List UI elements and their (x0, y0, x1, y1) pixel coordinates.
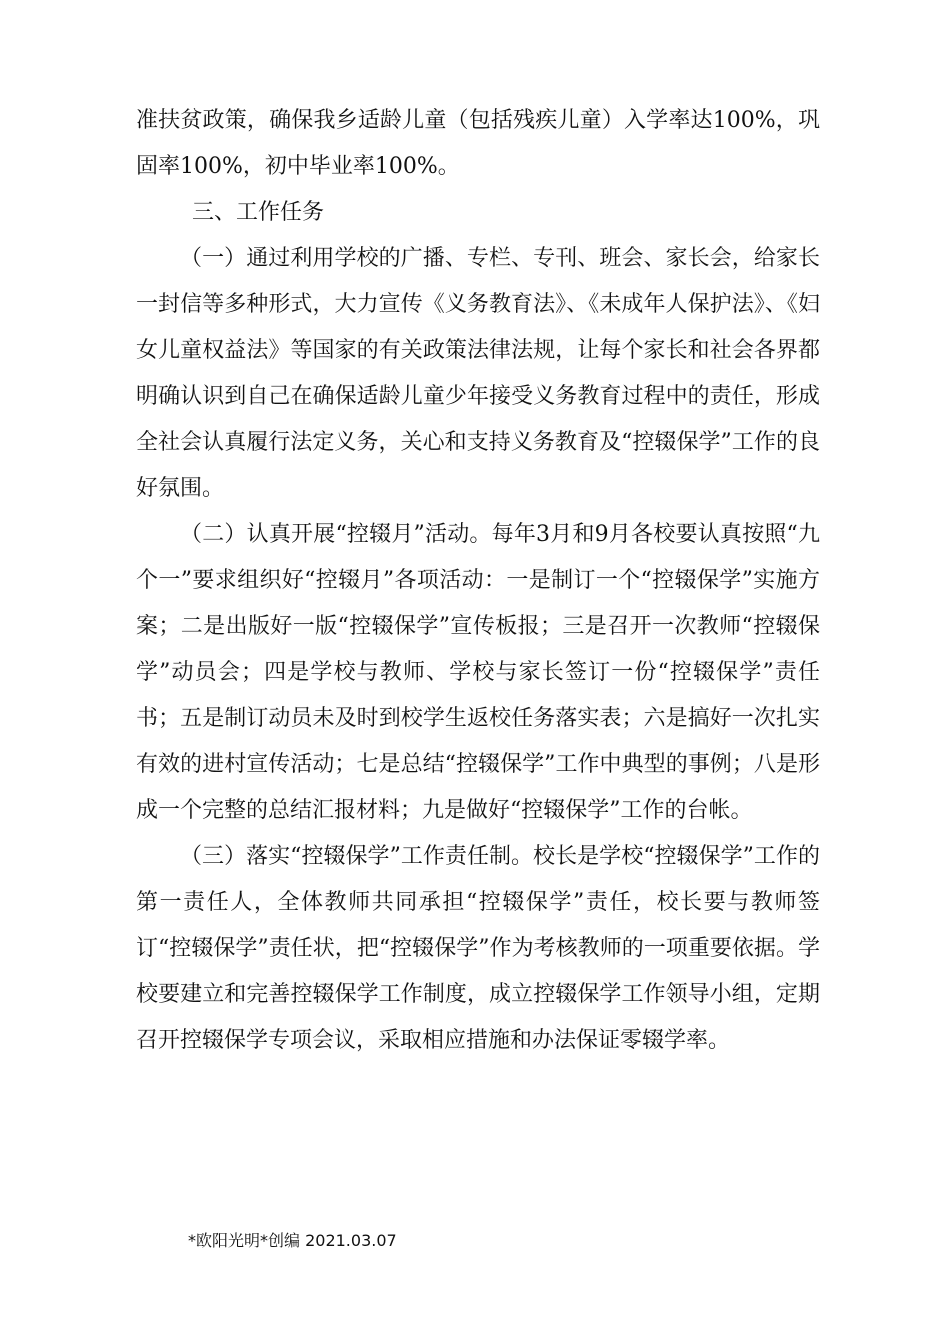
paragraph-continuation: 准扶贫政策，确保我乡适龄儿童（包括残疾儿童）入学率达100%，巩固率100%，初中毕业率100%。 (136, 108, 820, 179)
paragraph-task-2: （二）认真开展“控辍月”活动。每年3月和9月各校要认真按照“九个一”要求组织好“控辍月”各项活动：一是制订一个“控辍保学”实施方案；二是出版好一版“控辍保学”宣传板报；三是召开一次教师“控辍保学”动员会；四是学校与教师、学校与家长签订一份“控辍保学”责任书；五是制订动员未及时到校学生返校任务落实表；六是搞好一次扎实有效的进村宣传活动；七是总结“控辍保学”工作中典型的事例；八是形成一个完整的总结汇报材料；九是做好“控辍保学”工作的台帐。 (136, 522, 820, 823)
document-body (136, 98, 820, 1064)
section-heading: 三、工作任务 (192, 200, 325, 225)
paragraph-task-3: （三）落实“控辍保学”工作责任制。校长是学校“控辍保学”工作的第一责任人，全体教师共同承担“控辍保学”责任，校长要与教师签订“控辍保学”责任状，把“控辍保学”作为考核教师的一项重要依据。学校要建立和完善控辍保学工作制度，成立控辍保学工作领导小组，定期召开控辍保学专项会议，采取相应措施和办法保证零辍学率。 (136, 844, 820, 1053)
paragraph-task-1: （一）通过利用学校的广播、专栏、专刊、班会、家长会，给家长一封信等多种形式，大力宣传《义务教育法》、《未成年人保护法》、《妇女儿童权益法》等国家的有关政策法律法规，让每个家长和社会各界都明确认识到自己在确保适龄儿童少年接受义务教育过程中的责任，形成全社会认真履行法定义务，关心和支持义务教育及“控辍保学”工作的良好氛围。 (136, 246, 820, 501)
page-footer: *欧阳光明*创编 2021.03.07 (188, 1231, 397, 1250)
